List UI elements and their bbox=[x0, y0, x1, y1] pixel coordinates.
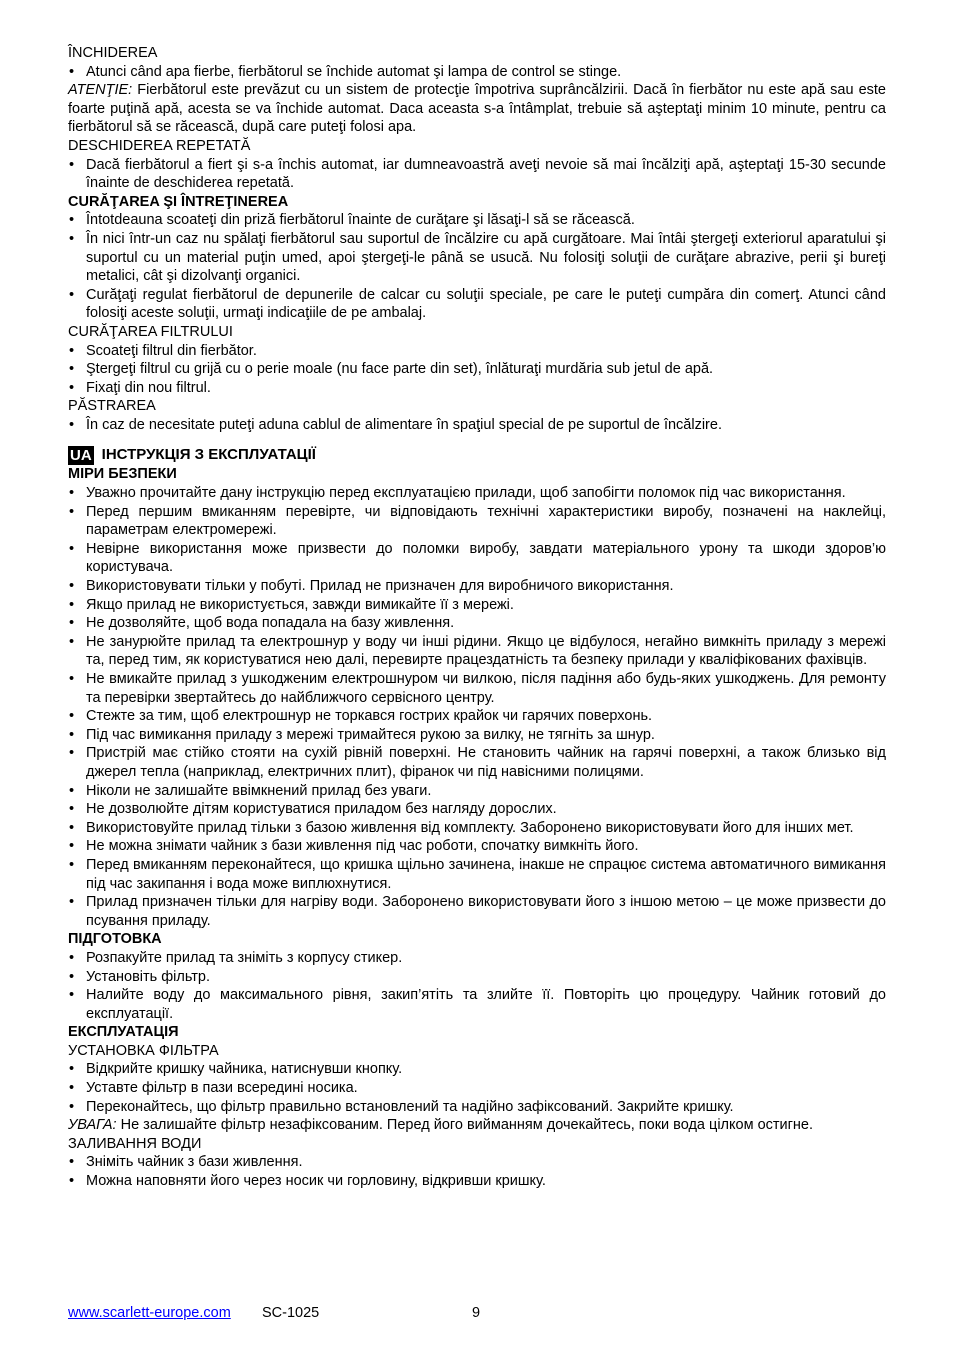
list-inchiderea bbox=[68, 63, 886, 82]
list-item: • Пристрій має стійко стояти на сухій рівній поверхні. Не становить чайник на гарячі поверхні, а також близько від джерел тепла (наприклад, електричних плит), фіранок чи під навісними полицями. bbox=[68, 744, 886, 781]
model-number: SC-1025 bbox=[262, 1305, 320, 1321]
page-number: 9 bbox=[472, 1305, 481, 1321]
section-title-curatarea: CURĂŢAREA ŞI ÎNTREŢINEREA bbox=[68, 193, 289, 210]
list-item: • Відкрийте кришку чайника, натиснувши кнопку. bbox=[68, 1060, 886, 1079]
list-item: • Можна наповняти його через носик чи горловину, відкривши кришку. bbox=[68, 1172, 886, 1191]
list-item: • Прилад призначен тільки для нагріву води. Заборонено використовувати його з іншою метою – це може призвести до псування приладу. bbox=[68, 893, 886, 930]
atentie-label: ATENŢIE: bbox=[68, 82, 133, 99]
list-item: • Не можна знімати чайник з бази живлення під час роботи, спочатку вимкніть його. bbox=[68, 837, 886, 856]
list-item: • Використовувати тільки у побуті. Прилад не призначен для виробничого використання. bbox=[68, 577, 886, 596]
uvaga-label: УВАГА: bbox=[68, 1117, 117, 1134]
list-prep bbox=[68, 949, 886, 1023]
atentie-note bbox=[68, 81, 886, 137]
list-item: • Не занурюйте прилад та електрошнур у воду чи інші рідини. Якщо це відбулося, негайно вимкніть приладу з мережі та, перед тим, як користуватися нею далі, перевирте працездатність та безпеку прилади у кваліфікованих фахівців. bbox=[68, 633, 886, 670]
website-link[interactable]: www.scarlett-europe.com bbox=[68, 1305, 231, 1321]
list-item: • Використовуйте прилад тільки з базою живлення від комплекту. Заборонено використовувати його для інших мет. bbox=[68, 819, 886, 838]
list-item: • Întotdeauna scoateţi din priză fierbătorul înainte de curăţare şi lăsaţi-l să se răcească. bbox=[68, 211, 886, 230]
list-item: • Налийте воду до максимального рівня, закип’ятіть та злийте її. Повторіть цю процедуру. Чайник готовий до експлуатації. bbox=[68, 986, 886, 1023]
list-item: • Curăţaţi regulat fierbătorul de depunerile de calcar cu soluţii speciale, pe care le puteţi cumpăra din comerţ. Atunci când folosiţi aceste soluţii, urmaţi indicaţiile de pe ambalaj. bbox=[68, 286, 886, 323]
list-filter bbox=[68, 1060, 886, 1116]
list-item: • Перед вмиканням переконайтеся, що кришка щільно зачинена, інакше не спрацює система автоматичного вимикання під час закипання і вода може виплюхнутися. bbox=[68, 856, 886, 893]
uvaga-note bbox=[68, 1116, 886, 1135]
list-item: • Atunci când apa fierbe, fierbătorul se închide automat şi lampa de control se stinge. bbox=[68, 63, 886, 82]
list-item: • În nici într-un caz nu spălaţi fierbătorul sau suportul de încălzire cu apă curgătoare. Mai întâi ştergeţi exteriorul aparatului şi suportul cu un material puţin umed, apoi ştergeţi-le până se usucă. Nu folosiţi soluţii de curăţare abrazive, perii şi bureţi metalici, cât şi dizolvanţi organici. bbox=[68, 230, 886, 286]
section-title-deschiderea: DESCHIDEREA REPETATĂ bbox=[68, 137, 251, 154]
uvaga-text: Не залишайте фільтр незафіксованим. Перед його вийманням дочекайтесь, поки вода цілком остигне. bbox=[116, 1117, 814, 1134]
section-title-use: ЕКСПЛУАТАЦІЯ bbox=[68, 1024, 179, 1041]
document-body bbox=[68, 44, 886, 1191]
section-title-safety: МІРИ БЕЗПЕКИ bbox=[68, 466, 177, 483]
section-title-filter: УСТАНОВКА ФІЛЬТРА bbox=[68, 1042, 219, 1059]
list-item: • Ştergeţi filtrul cu grijă cu o perie moale (nu face parte din set), înlăturaţi murdăria sub jetul de apă. bbox=[68, 360, 886, 379]
list-item: • Fixaţi din nou filtrul. bbox=[68, 379, 886, 398]
atentie-text: Fierbătorul este prevăzut cu un sistem de protecţie împotriva suprâncălzirii. Dacă în fierbător nu este apă sau este foarte puţină apă, acesta se va închide automat. Daca aceasta s-a întâmplat, trebuie să aşteptaţi minim 10 minute, pentru ca fierbătorul să se răcească, după care puteţi folosi apa. bbox=[68, 82, 886, 136]
section-title-inchiderea: ÎNCHIDEREA bbox=[68, 45, 158, 61]
page-footer bbox=[68, 1304, 886, 1322]
list-item: • Переконайтесь, що фільтр правильно встановлений та надійно зафіксований. Закрийте кришку. bbox=[68, 1098, 886, 1117]
list-item: • Scoateţi filtrul din fierbător. bbox=[68, 342, 886, 361]
list-item: • Стежте за тим, щоб електрошнур не торкався гострих крайок чи гарячих поверхонь. bbox=[68, 707, 886, 726]
list-item: • Невірне використання може призвести до поломки виробу, завдати матеріального урону та шкоди здоров’ю користувача. bbox=[68, 540, 886, 577]
list-pastrarea bbox=[68, 416, 886, 435]
section-title-prep: ПІДГОТОВКА bbox=[68, 931, 162, 948]
list-item: • Не вмикайте прилад з ушкодженим електрошнуром чи вилкою, після падіння або будь-яких ушкоджень. Для ремонту та перевірки звертайтесь до найближчого сервісного центру. bbox=[68, 670, 886, 707]
list-curatarea bbox=[68, 211, 886, 323]
list-item: • Розпакуйте прилад та зніміть з корпусу стикер. bbox=[68, 949, 886, 968]
list-item: • Не дозволюйте дітям користуватися приладом без нагляду дорослих. bbox=[68, 800, 886, 819]
list-item: • Не дозволяйте, щоб вода попадала на базу живлення. bbox=[68, 614, 886, 633]
list-fill bbox=[68, 1153, 886, 1190]
section-title-filtru: CURĂŢAREA FILTRULUI bbox=[68, 323, 233, 340]
section-title-pastrarea: PĂSTRAREA bbox=[68, 398, 156, 415]
language-badge: UA bbox=[70, 446, 92, 464]
list-item: • Уставте фільтр в пази всередині носика. bbox=[68, 1079, 886, 1098]
ua-header bbox=[68, 445, 886, 465]
list-item: • În caz de necesitate puteţi aduna cablul de alimentare în spaţiul special de pe suportul de încălzire. bbox=[68, 416, 886, 435]
list-item: • Під час вимикання приладу з мережі тримайтеся рукою за вилку, не тягніть за шнур. bbox=[68, 726, 886, 745]
list-item: • Якщо прилад не використується, завжди вимикайте її з мережі. bbox=[68, 596, 886, 615]
section-title-fill: ЗАЛИВАННЯ ВОДИ bbox=[68, 1135, 202, 1152]
list-safety bbox=[68, 484, 886, 930]
list-item: • Ніколи не залишайте ввімкнений прилад без уваги. bbox=[68, 782, 886, 801]
list-item: • Dacă fierbătorul a fiert şi s-a închis automat, iar dumneavoastră aveţi nevoie să mai încălziţi apă, aşteptaţi 15-30 secunde înainte de deschiderea repetată. bbox=[68, 156, 886, 193]
list-item: • Зніміть чайник з бази живлення. bbox=[68, 1153, 886, 1172]
ua-title: ІНСТРУКЦІЯ З ЕКСПЛУАТАЦІЇ bbox=[101, 446, 316, 464]
list-deschiderea bbox=[68, 156, 886, 193]
list-filtru bbox=[68, 342, 886, 398]
list-item: • Уважно прочитайте дану інструкцію перед експлуатацією прилади, щоб запобігти поломок під час використання. bbox=[68, 484, 886, 503]
list-item: • Установіть фільтр. bbox=[68, 968, 886, 987]
list-item: • Перед першим вмиканням перевірте, чи відповідають технічні характеристики виробу, позначені на наклейці, параметрам електромережі. bbox=[68, 503, 886, 540]
